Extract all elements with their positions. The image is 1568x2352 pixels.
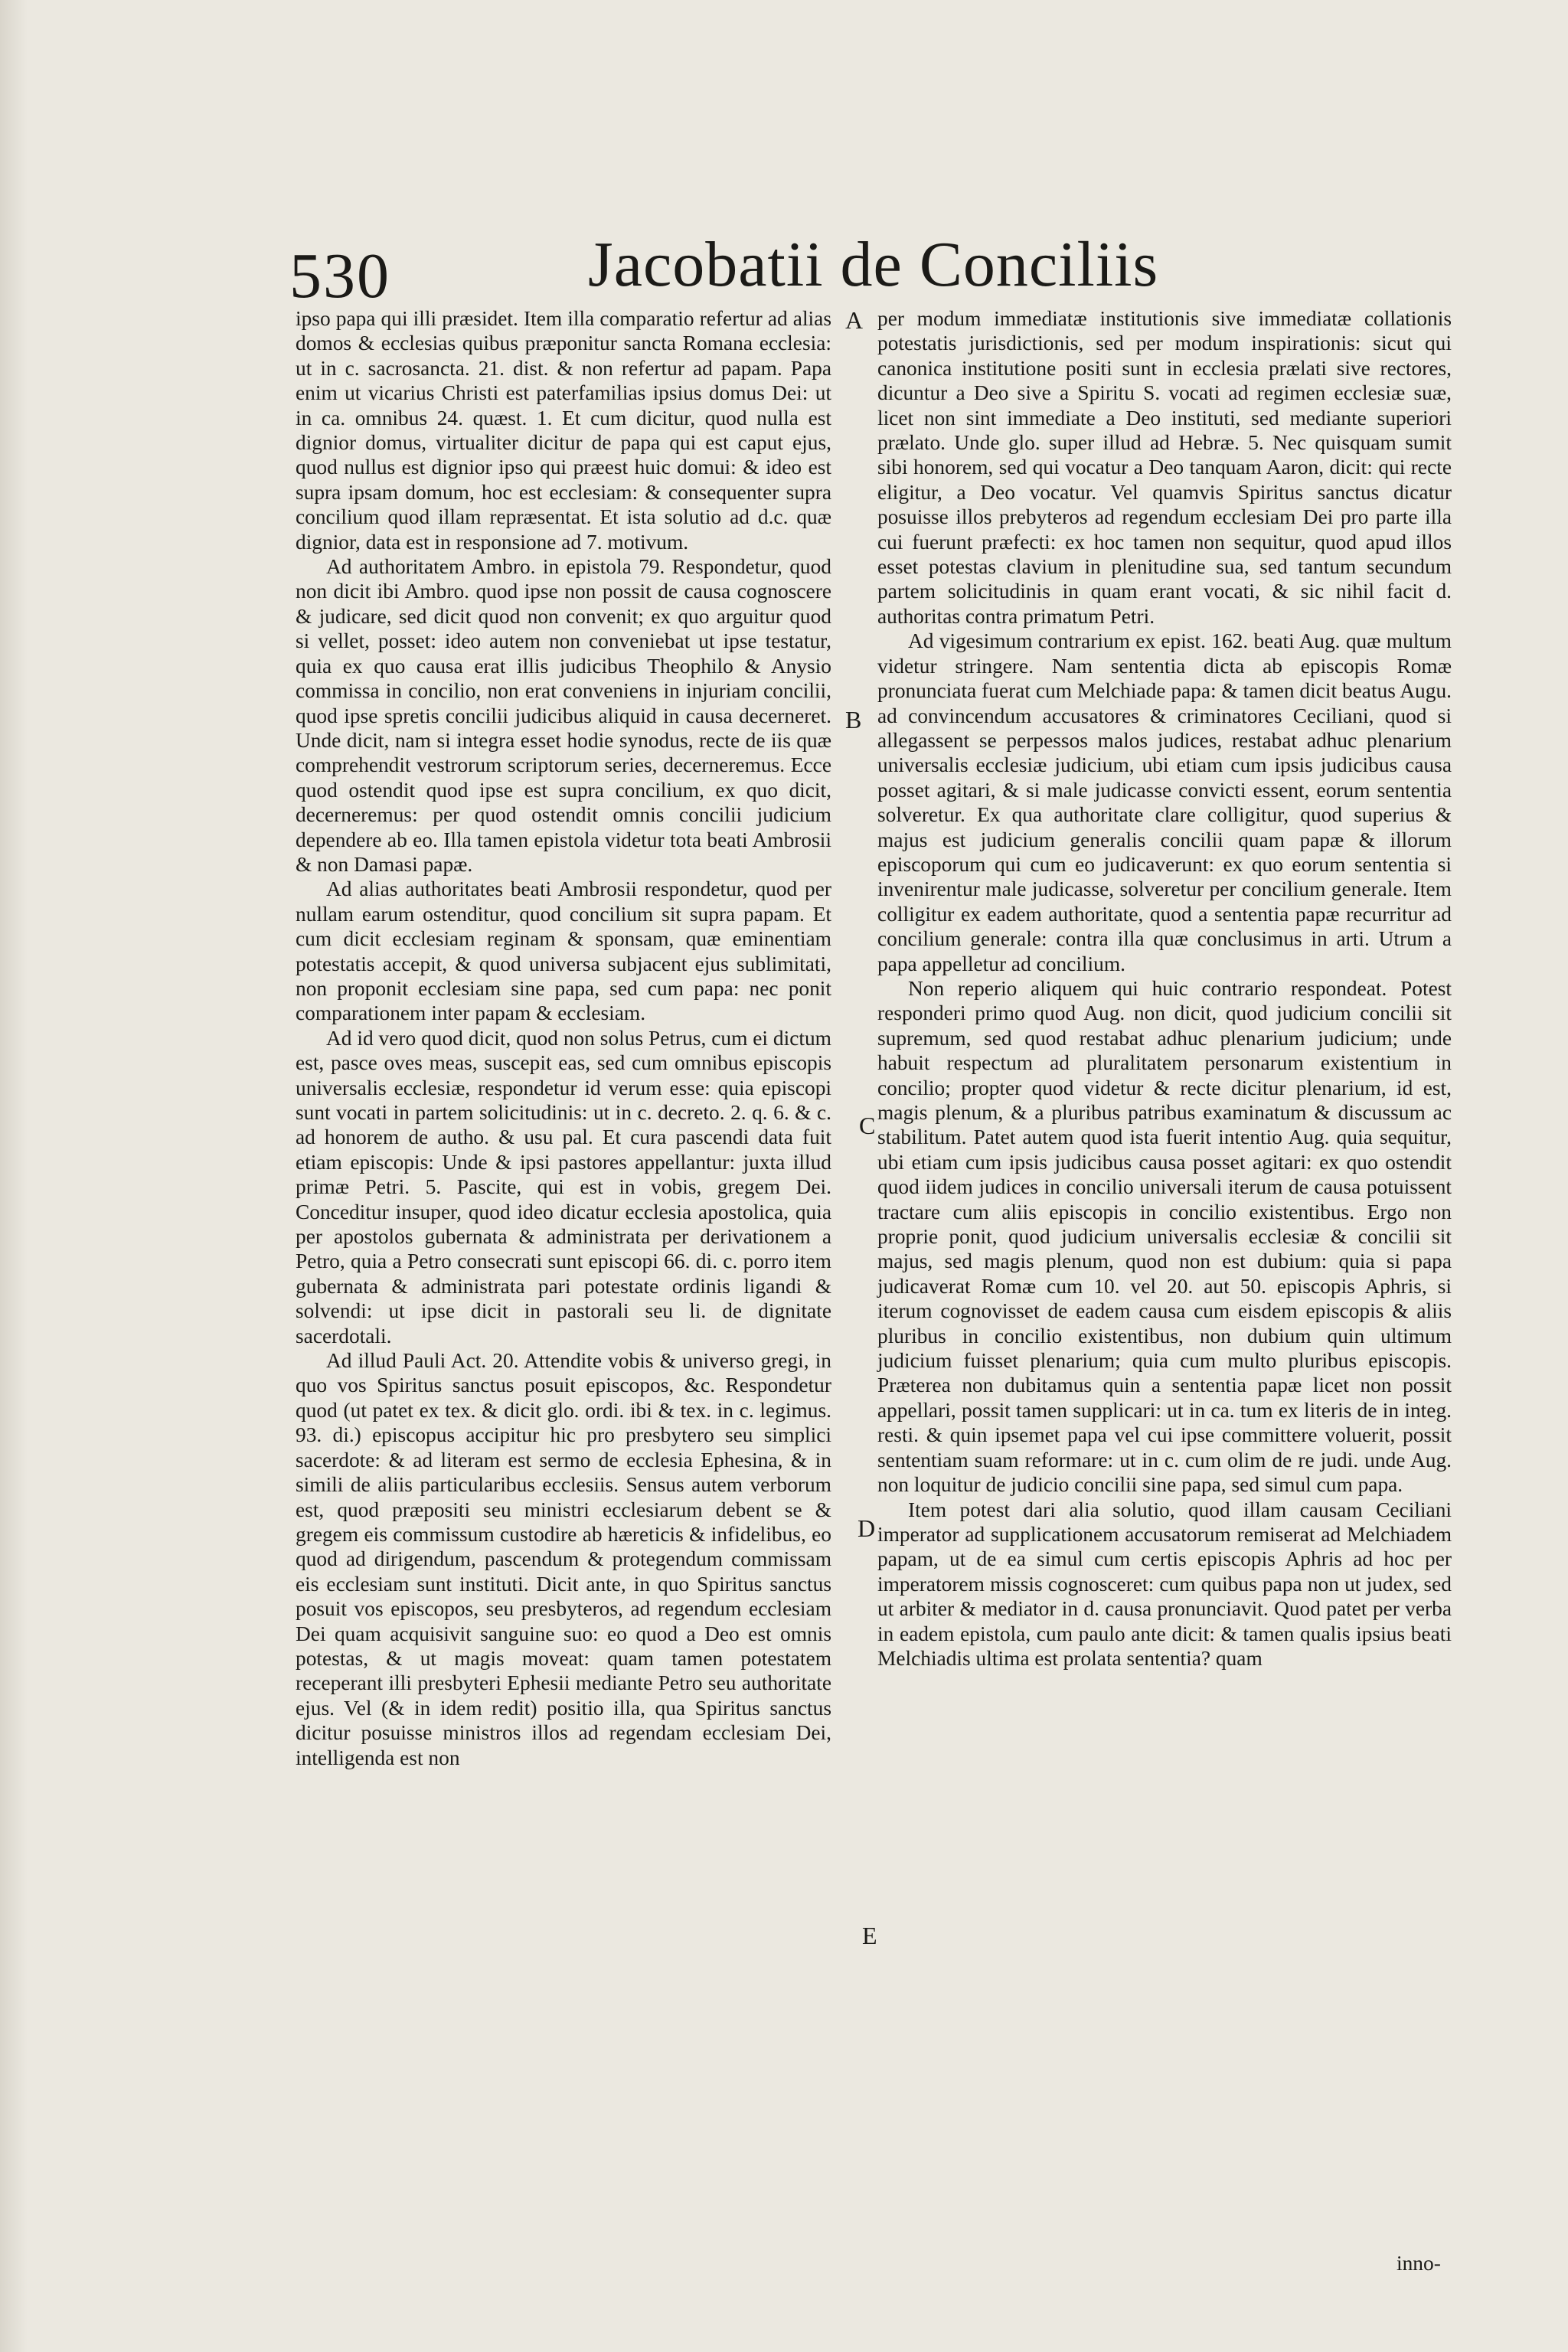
paragraph: Ad vigesimum contrarium ex epist. 162. beati Aug. quæ multum videtur stringere. Nam sententia dicta ab episcopis Romæ pronunciata fuerat cum Melchiade papa: & tamen dicit beatus Augu. ad convincendum accusatores & criminatores Ceciliani, quod si allegassent se perpessos malos judices, restabat adhuc plenarium universalis ecclesiæ judicium, ubi etiam cum ipsis judicibus causa posset agitari, & si male judicasse convicti essent, eorum sententia solveretur. Ex qua authoritate clare colligitur, quod superius & majus est judicium generalis concilii quam papæ & illorum episcoporum qui cum eo judicaverunt: ex quo eorum sententia si invenirentur male judicasse, solveretur per concilium generale. Item colligitur ex eadem authoritate, quod a sententia papæ recurritur ad concilium generale: contra illa quæ conclusimus in arti. Utrum a papa appelletur ad concilium.: [877, 629, 1452, 975]
paragraph: Ad alias authoritates beati Ambrosii respondetur, quod per nullam earum ostenditur, quod concilium sit supra papam. Et cum dicit ecclesiam reginam & sponsam, quæ eminentiam potestatis accepit, & quod universa subjacent ejus sublimitati, non proponit ecclesiam sine papa, sed cum papa: nec ponit comparationem inter papam & ecclesiam.: [296, 877, 831, 1025]
paragraph: per modum immediatæ institutionis sive immediatæ collationis potestatis jurisdictionis, sed per modum inspirationis: sicut qui canonica institutione positi sunt in ecclesia prælati sive rectores, dicuntur a Deo sive a Spiritu S. vocati ad regimen ecclesiæ suæ, licet non sint immediate a Deo instituti, sed mediante superiori prælato. Unde glo. super illud ad Hebræ. 5. Nec quisquam sumit sibi honorem, sed qui vocatur a Deo tanquam Aaron, dicit: qui recte eligitur, a Deo vocatur. Vel quamvis Spiritus sanctus dicatur posuisse illos prebyteros ad regendum ecclesiam Dei pro parte illa cui fuerunt præfecti: ex hoc tamen non sequitur, quod apud illos esset potestas clavium in plenitudine sua, sed tantum secundum partem solicitudinis in quam erant vocati, & sic nihil facit d. authoritas contra primatum Petri.: [877, 307, 1452, 628]
margin-marker-b: B: [845, 706, 862, 733]
paragraph: Ad id vero quod dicit, quod non solus Petrus, cum ei dictum est, pasce oves meas, suscepit eas, sed cum omnibus episcopis universalis ecclesiæ, respondetur id verum esse: quia episcopi sunt vocati in partem solicitudinis: ut in c. decreto. 2. q. 6. & c. ad honorem de autho. & usu pal. Et cura pascendi data fuit etiam episcopis: Unde & ipsi pastores appellantur: juxta illud primæ Petri. 5. Pascite, qui est in vobis, gregem Dei. Conceditur insuper, quod ideo dicatur ecclesia apostolica, quia per apostolos gubernata & administrata per derivationem a Petro, quia a Petro consecrati sunt episcopi 66. di. c. porro item gubernata & administrata pari potestate ordinis ligandi & solvendi: ut ipse dicit in pastorali seu li. de dignitate sacerdotali.: [296, 1026, 831, 1348]
margin-marker-d: D: [858, 1514, 876, 1542]
margin-marker-e: E: [862, 1922, 877, 1949]
page-number: 530: [289, 240, 390, 312]
catchword: inno-: [1396, 2252, 1441, 2275]
page-header: [289, 219, 1484, 311]
page-gutter-shadow: [0, 0, 28, 2352]
paragraph: ipso papa qui illi præsidet. Item illa comparatio refertur ad alias domos & ecclesias quibus præponitur sancta Romana ecclesia: ut in c. sacrosancta. 21. dist. & non refertur ad papam. Papa enim ut vicarius Christi est paterfamilias ipsius domus Dei: ut in ca. omnibus 24. quæst. 1. Et cum dicitur, quod nulla est dignior domus, virtualiter dicitur de papa qui est caput ejus, quod nullus est dignior ipso qui præest huic domui: & ideo est supra ipsam domum, hoc est ecclesiam: & consequenter supra concilium quod illam repræsentat. Et ista solutio ad d.c. quæ dignior, data est in responsione ad 7. motivum.: [296, 307, 831, 554]
right-column: [877, 306, 1452, 1671]
paragraph: Non reperio aliquem qui huic contrario respondeat. Potest responderi primo quod Aug. non dicit, quod judicium concilii sit supremum, sed quod restabat adhuc plenarium judicium; unde habuit respectum ad pluralitatem personarum existentium in concilio; propter quod videtur & recte dicitur plenarium, id est, magis plenum, & a pluribus patribus examinatum & discussum ac stabilitum. Patet autem quod ista fuerit intentio Aug. quia sequitur, ubi etiam cum ipsis judicibus causa posset agitari: ex quo ostendit quod iidem judices in concilio universali iterum de causa potuissent tractare cum aliis episcopis in concilio existentibus. Ergo non proprie ponit, quod judicium universalis ecclesiæ & concilii sit majus, sed magis plenum, quod non est dubium: quia si papa judicaverat Romæ cum 10. vel 20. aut 50. episcopis Aphris, si iterum cognovisset de eadem causa cum eisdem episcopis & aliis pluribus in concilio existentibus, non dubium quin ultimum judicium fuisset plenarium; quia cum multo pluribus episcopis. Præterea non dubitamus quin a sententia papæ licet non possit appellari, possit tamen supplicari: ut in ca. tum ex literis de in integ. resti. & quin ipsemet papa vel cui ipse committere voluerit, possit sententiam suam reformare: ut in c. cum olim de re judi. unde Aug. non loquitur de judicio concilii sine papa, sed simul cum papa.: [877, 976, 1452, 1497]
left-column: [296, 306, 831, 1770]
paragraph: Item potest dari alia solutio, quod illam causam Ceciliani imperator ad supplicationem accusatorum remiserat ad Melchiadem papam, ut de ea simul cum certis episcopis Aphris ad hoc per imperatorem missis cognosceret: cum quibus papa non ut judex, sed ut arbiter & mediator in d. causa pronunciavit. Quod patet per verba in eadem epistola, cum paulo ante dicit: & tamen qualis ipsius beati Melchiadis ultima est prolata sententia? quam: [877, 1498, 1452, 1670]
paragraph: Ad illud Pauli Act. 20. Attendite vobis & universo gregi, in quo vos Spiritus sanctus posuit episcopos, &c. Respondetur quod (ut patet ex tex. & dicit glo. ordi. ibi & tex. in c. legimus. 93. di.) episcopus accipitur hic pro presbytero seu simplici sacerdote: & ad literam est sermo de ecclesia Ephesina, & in simili de aliis particularibus ecclesiis. Sensus autem verborum est, quod præpositi seu ministri ecclesiarum debent se & gregem eis commissum custodire ab hæreticis & infidelibus, eo quod ad dirigendum, pascendum & protegendum commissam eis ecclesiam sunt instituti. Dicit ante, in quo Spiritus sanctus posuit vos episcopos, seu presbyteros, ad regendum ecclesiam Dei quam acquisivit sanguine suo: eo quod a Deo est omnis potestas, & ut magis moveat: quam tamen potestatem receperant illi presbyteri Ephesii mediante Petro seu authoritate ejus. Vel (& in idem redit) positio illa, qua Spiritus sanctus dicitur posuisse ministros illos ad regendam ecclesiam Dei, intelligenda est non: [296, 1349, 831, 1769]
running-title: Jacobatii de Conciliis: [588, 229, 1159, 300]
margin-marker-a: A: [845, 306, 864, 334]
margin-marker-c: C: [859, 1112, 876, 1139]
paragraph: Ad authoritatem Ambro. in epistola 79. Respondetur, quod non dicit ibi Ambro. quod ipse non possit de causa cognoscere & judicare, sed dicit quod non convenit; ex quo arguitur quod si vellet, posset: ideo autem non conveniebat ut ipse testatur, quia ex quo causa erat illis judicibus Theophilo & Anysio commissa in concilio, non erat conveniens in injuriam concilii, quod ipse spretis concilii judicibus aliquid in causa decerneret. Unde dicit, nam si integra esset hodie synodus, recte de iis quæ comprehendit vestrorum scriptorum series, decerneremus. Ecce quod ostendit quod ipse est supra concilium, ex quo dicit, decerneremus: per quod ostendit omnis concilii judicium dependere ab eo. Illa tamen epistola videtur tota beati Ambrosii & non Damasi papæ.: [296, 555, 831, 876]
